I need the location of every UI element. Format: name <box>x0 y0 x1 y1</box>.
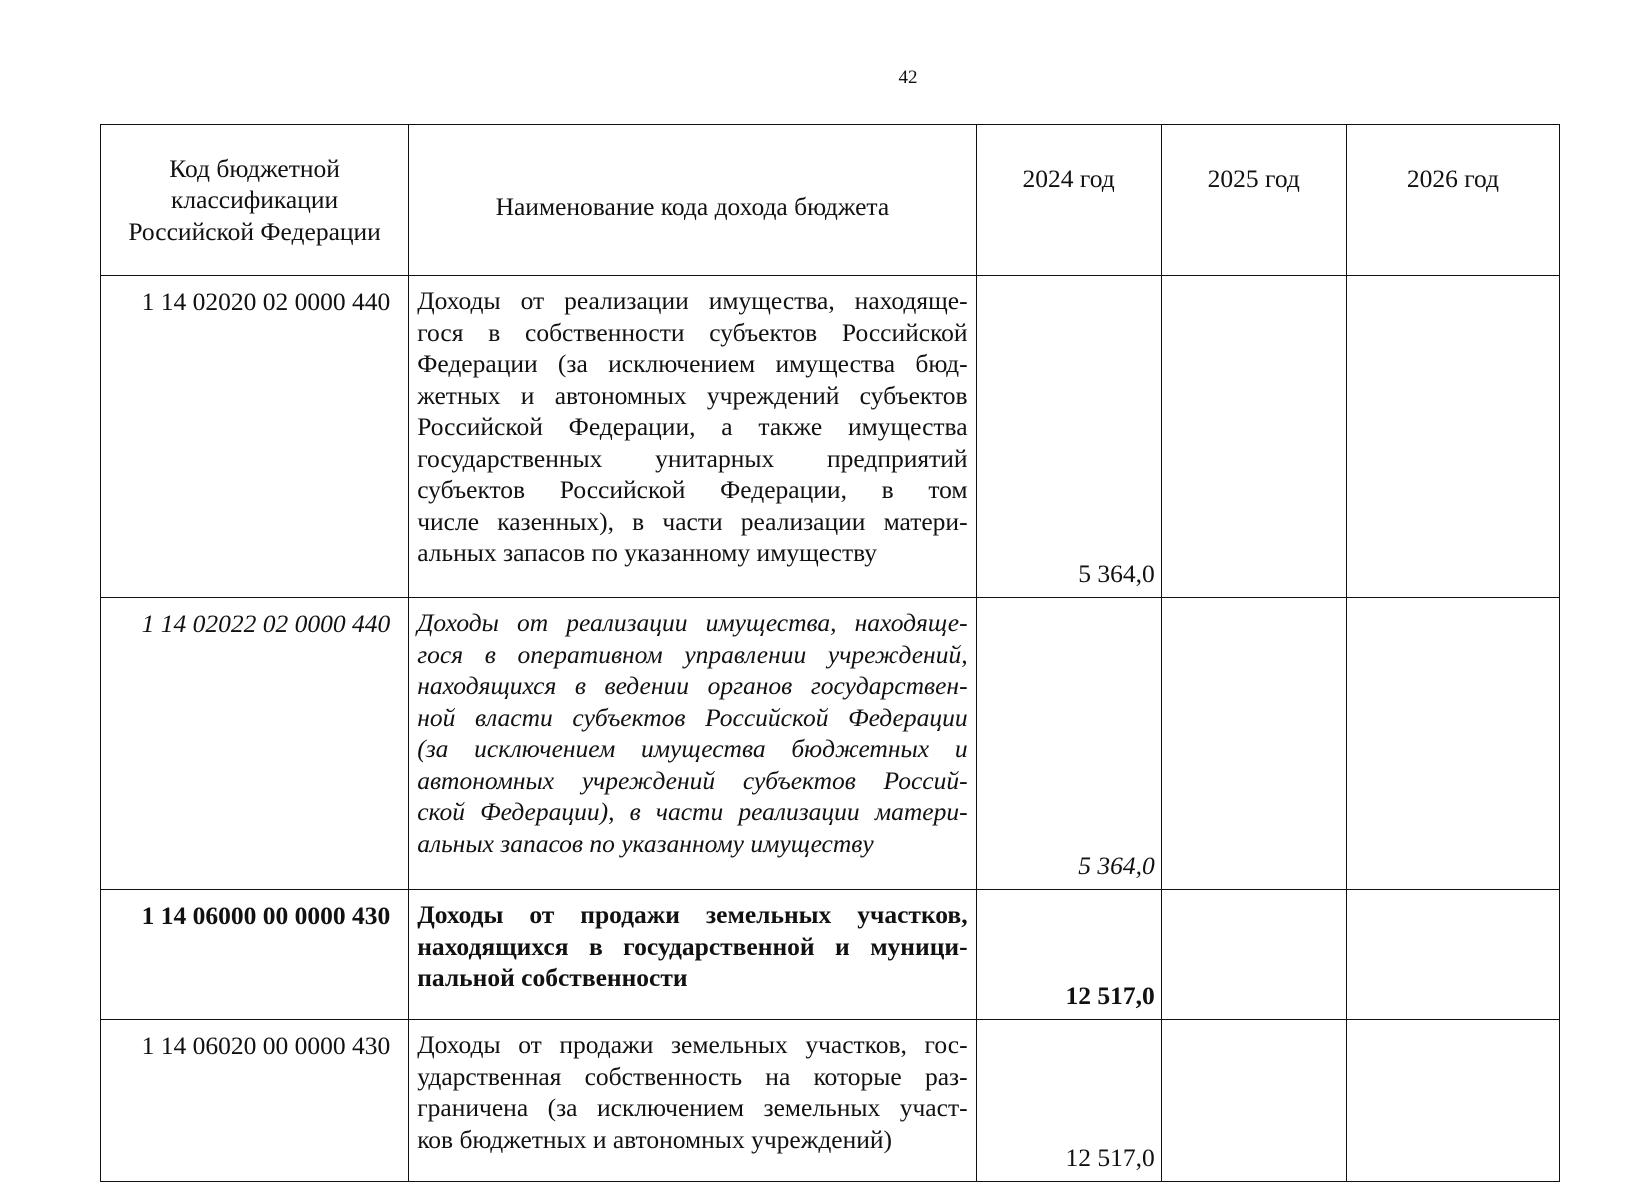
row-name-line: альных запасов по указанному имуществу <box>417 828 874 858</box>
row-value-2024: 5 364,0 <box>976 276 1161 598</box>
row-name-line: ской Федерации), в части реализации матери- <box>417 797 968 826</box>
row-name-line: Доходы от продажи земельных участков, гос- <box>417 1030 968 1059</box>
row-code: 1 14 02020 02 0000 440 <box>101 276 409 598</box>
row-name-line: Доходы от реализации имущества, находяще- <box>417 608 968 637</box>
row-value-2025 <box>1161 276 1346 598</box>
table-row <box>101 890 1560 1020</box>
row-code: 1 14 06000 00 0000 430 <box>101 890 409 1020</box>
row-name-line: ударственная собственность на которые раз- <box>417 1061 968 1091</box>
header-name: Наименование кода дохода бюджета <box>409 125 976 276</box>
row-name-line: гося в собственности субъектов Российской <box>417 317 968 347</box>
row-name <box>409 598 976 890</box>
row-value-2025 <box>1161 1020 1346 1182</box>
row-value-2025 <box>1161 890 1346 1020</box>
table-row <box>101 598 1560 890</box>
row-name <box>409 276 976 598</box>
page-number: 42 <box>898 67 918 88</box>
row-name-line: Доходы от продажи земельных участков, <box>417 900 968 929</box>
row-name-line: Доходы от реализации имущества, находяще- <box>417 286 968 315</box>
row-name-line: субъектов Российской Федерации, в том <box>417 475 968 504</box>
row-name-line: государственных унитарных предприятий <box>417 443 968 473</box>
row-value-2026 <box>1346 890 1559 1020</box>
row-value-2024: 12 517,0 <box>976 890 1161 1020</box>
row-value-2024: 12 517,0 <box>976 1020 1161 1182</box>
row-name-line: находящихся в государственной и муници- <box>417 931 968 961</box>
row-name-line: жетных и автономных учреждений субъектов <box>417 380 968 410</box>
row-name-line: (за исключением имущества бюджетных и <box>417 734 968 763</box>
row-value-2026 <box>1346 276 1559 598</box>
row-code: 1 14 02022 02 0000 440 <box>101 598 409 890</box>
row-value-2024: 5 364,0 <box>976 598 1161 890</box>
row-name-line: ной власти субъектов Российской Федерации <box>417 702 968 732</box>
row-name-line: автономных учреждений субъектов Россий- <box>417 765 968 795</box>
row-name-line: Российской Федерации, а также имущества <box>417 412 968 441</box>
row-name-line: альных запасов по указанному имуществу <box>417 538 878 567</box>
row-name-line: гося в оперативном управлении учреждений, <box>417 639 968 669</box>
row-name-line: граничена (за исключением земельных участ- <box>417 1093 968 1122</box>
row-value-2026 <box>1346 1020 1559 1182</box>
row-name <box>409 890 976 1020</box>
row-name-line: пальной собственности <box>417 963 688 992</box>
header-year-2025: 2025 год <box>1161 125 1346 276</box>
table-header-row <box>101 125 1560 276</box>
row-value-2025 <box>1161 598 1346 890</box>
header-year-2026: 2026 год <box>1346 125 1559 276</box>
row-value-2026 <box>1346 598 1559 890</box>
table-row <box>101 1020 1560 1182</box>
row-name-line: Федерации (за исключением имущества бюд- <box>417 349 968 378</box>
row-name-line: ков бюджетных и автономных учреждений) <box>417 1124 893 1154</box>
table-row <box>101 276 1560 598</box>
row-code: 1 14 06020 00 0000 430 <box>101 1020 409 1182</box>
row-name <box>409 1020 976 1182</box>
header-year-2024: 2024 год <box>976 125 1161 276</box>
header-code: Код бюджетной классификации Российской Федерации <box>101 125 409 276</box>
row-name-line: находящихся в ведении органов государствен- <box>417 671 968 700</box>
row-name-line: числе казенных), в части реализации матери- <box>417 506 968 536</box>
budget-revenue-table <box>100 124 1560 1182</box>
